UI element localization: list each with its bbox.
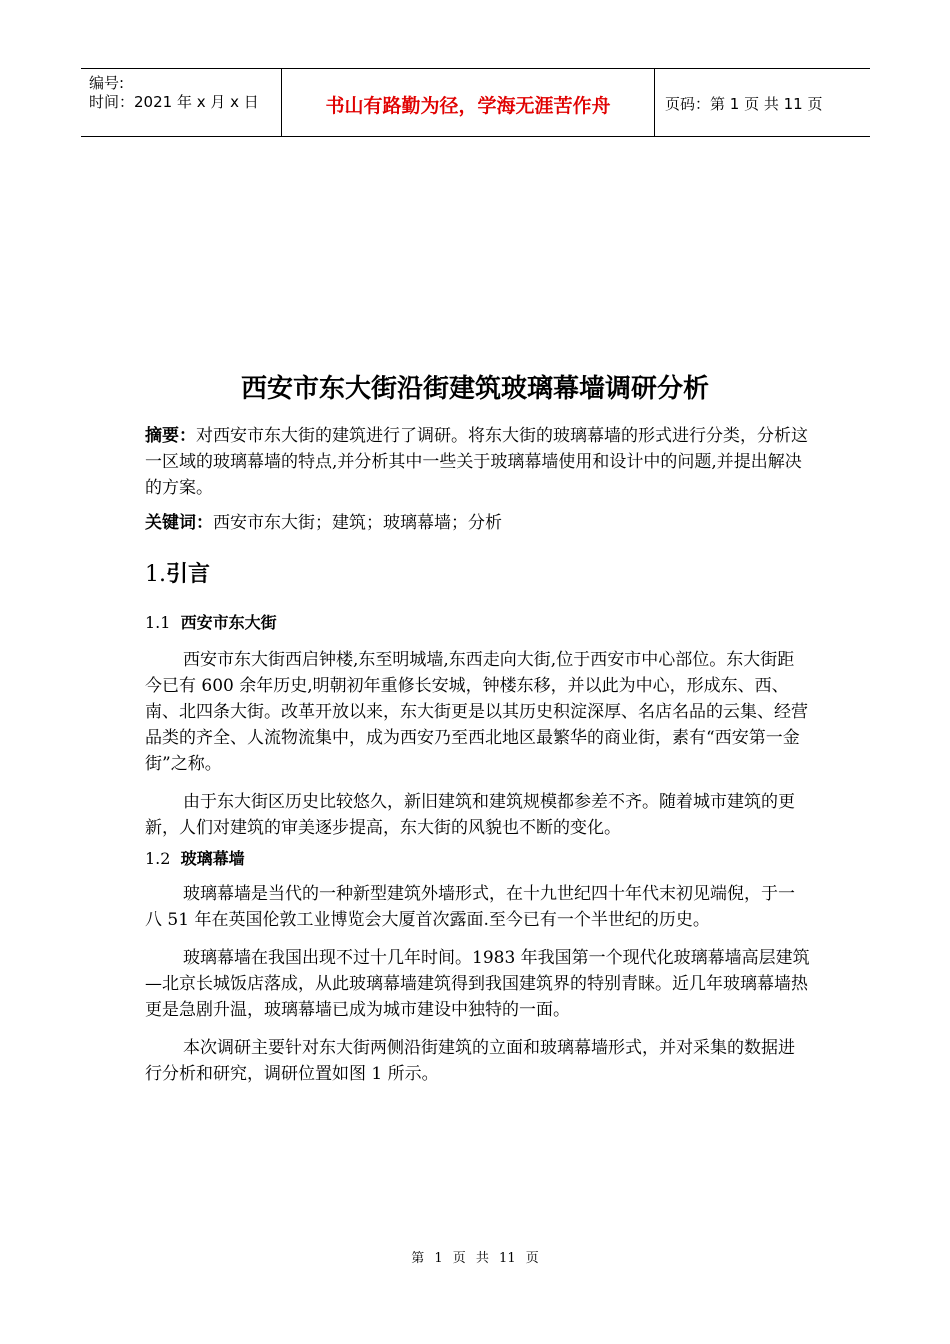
paragraph: 本次调研主要针对东大街两侧沿街建筑的立面和玻璃幕墙形式，并对采集的数据进行分析和研究，调研位置如图 1 所示。 (145, 1038, 795, 1084)
serial-number-label: 编号: (89, 74, 125, 92)
date-label: 时间：2021 年 x 月 x 日 (89, 93, 259, 111)
abstract-text: 对西安市东大街的建筑进行了调研。将东大街的玻璃幕墙的形式进行分类，分析这一区域的玻璃幕墙的特点,并分析其中一些关于玻璃幕墙使用和设计中的问题,并提出解决的方案。 (145, 426, 808, 498)
paragraph: 玻璃幕墙在我国出现不过十几年时间。1983 年我国第一个现代化玻璃幕墙高层建筑—北京长城饭店落成，从此玻璃幕墙建筑得到我国建筑界的特别青睐。近几年玻璃幕墙热更是急剧升温，玻璃幕墙已成为城市建设中独特的一面。 (145, 948, 810, 1020)
paragraph: 由于东大街区历史比较悠久，新旧建筑和建筑规模都参差不齐。随着城市建筑的更新，人们对建筑的审美逐步提高，东大街的风貌也不断的变化。 (145, 792, 795, 838)
subsection-number: 1.1 (145, 613, 171, 632)
subsection-number: 1.2 (145, 849, 171, 868)
subsection-title: 西安市东大街 (180, 613, 277, 632)
header-right-cell (655, 69, 870, 136)
section-heading-1-1 (145, 610, 277, 633)
section-heading-1 (145, 557, 210, 588)
document-title: 西安市东大街沿街建筑玻璃幕墙调研分析 (240, 374, 709, 404)
document-header (81, 68, 870, 137)
section-heading-1-2 (145, 846, 245, 869)
header-middle-cell (282, 69, 655, 136)
header-page-info: 页码：第 1 页 共 11 页 (665, 95, 823, 113)
paragraph: 西安市东大街西启钟楼,东至明城墙,东西走向大街,位于西安市中心部位。东大街距今已有 600 余年历史,明朝初年重修长安城，钟楼东移，并以此为中心，形成东、西、南、北四条大街。改革开放以来，东大街更是以其历史积淀深厚、名店名品的云集、经营品类的齐全、人流物流集中，成为西安乃至西北地区最繁华的商业街，素有“西安第一金街”之称。 (145, 650, 808, 774)
abstract-block (145, 423, 810, 501)
keywords-label: 关键词： (145, 513, 213, 533)
section-title: 引言 (166, 562, 211, 587)
abstract-label: 摘要： (145, 426, 196, 446)
section-1-2-body (145, 881, 810, 1087)
section-1-1-body (145, 647, 810, 841)
header-motto: 书山有路勤为径，学海无涯苦作舟 (325, 95, 611, 117)
section-number: 1. (145, 562, 166, 587)
subsection-title: 玻璃幕墙 (180, 849, 245, 868)
header-left-cell (81, 69, 282, 136)
keywords-block (145, 510, 810, 536)
paragraph: 玻璃幕墙是当代的一种新型建筑外墙形式，在十九世纪四十年代末初见端倪，于一八 51 年在英国伦敦工业博览会大厦首次露面.至今已有一个半世纪的历史。 (145, 884, 795, 930)
page-footer: 第 1 页 共 11 页 (411, 1251, 539, 1266)
keywords-text: 西安市东大街；建筑；玻璃幕墙；分析 (213, 513, 502, 533)
